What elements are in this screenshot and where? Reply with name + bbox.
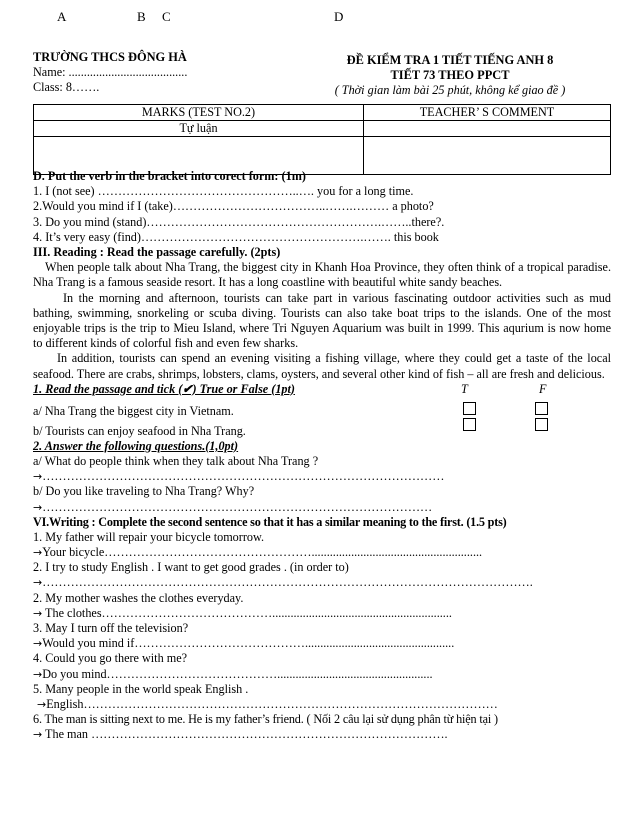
test-title: ĐỀ KIỂM TRA 1 TIẾT TIẾNG ANH 8 (346, 53, 554, 67)
question-b: b/ Do you like traveling to Nha Trang? Why? (33, 484, 255, 499)
answer-a[interactable] (33, 469, 611, 484)
test-content (33, 169, 611, 743)
tf-item-b: b/ Tourists can enjoy seafood in Nha Trang. (33, 423, 246, 438)
writing-answer-4[interactable]: →Would you mind if……………………………………................................................. (33, 636, 455, 651)
tf-heading: 1. Read the passage and tick (✔) True or False (1pt) (33, 381, 295, 396)
comment-subtitle-cell (364, 121, 611, 137)
marks-header: MARKS (TEST NO.2) (34, 105, 364, 121)
part-d-heading: D. Put the verb in the bracket into corect form: (1m) (33, 169, 306, 183)
student-info (33, 50, 293, 96)
true-column-label: T (461, 381, 468, 396)
question-a: a/ What do people think when they talk about Nha Trang ? (33, 453, 319, 468)
writing-answer-7[interactable]: → The man ……………………………………………………………………………. (33, 727, 448, 742)
writing-answer-3[interactable]: → The clothes……………………………………........................................................... (33, 605, 452, 620)
arrow-icon: → (33, 728, 43, 742)
writing-prompt-3: 2. My mother washes the clothes everyday. (33, 590, 244, 605)
tf-row-b (33, 422, 611, 439)
writing-answer-6[interactable]: →English………………………………………………………………………………………… (37, 696, 498, 711)
arrow-icon: → (37, 697, 47, 711)
letter-d: D (334, 9, 344, 24)
letter-b: B (137, 9, 146, 24)
part-d-item-3: 3. Do you mind (stand)………………………………………………….……..there?. (33, 214, 445, 229)
arrow-icon: → (33, 500, 43, 514)
arrow-icon: → (33, 576, 43, 590)
writing-prompt-2: 2. I try to study English . I want to get good grades . (in order to) (33, 560, 349, 575)
time-note: ( Thời gian làm bài 25 phút, không kể giao đề ) (334, 83, 566, 98)
true-checkbox-a[interactable] (463, 402, 476, 415)
writing-prompt-4: 3. May I turn off the television? (33, 621, 189, 635)
reading-paragraph-2: In the morning and afternoon, tourists can take part in various fascinating outdoor activities such as mud bathing, swimming, snorkeling or scuba diving. Tourists can also take boat trips to the islands. One of the most enjoyable trips is the trip to Mieu Island, where Tri Nguyen Aquarium was built in 1999. This aqurium is now home to different kinds of colorful fish and even few sharks. (33, 290, 611, 351)
false-checkbox-a[interactable] (535, 402, 548, 415)
arrow-icon: → (33, 470, 43, 484)
arrow-icon: → (33, 606, 43, 620)
answer-a-dots: ……………………………………………………………………………………… (42, 469, 445, 484)
writing-answer-2[interactable]: →…………………………………………………………………………………………………………. (33, 575, 533, 590)
letter-a: A (57, 9, 67, 24)
writing-prompt-1: 1. My father will repair your bicycle tomorrow. (33, 529, 265, 544)
part-d-item-1: 1. I (not see) …………………………………………..…. you for a long time. (33, 184, 414, 199)
column-letters (0, 9, 638, 25)
class-field: Class: 8……. (33, 80, 100, 95)
comment-header: TEACHER’ S COMMENT (364, 105, 611, 121)
arrow-icon: → (33, 546, 43, 560)
true-checkbox-b[interactable] (463, 418, 476, 431)
tf-item-a: a/ Nha Trang the biggest city in Vietnam. (33, 403, 234, 418)
arrow-icon: → (33, 667, 43, 681)
marks-subtitle: Tự luận (34, 121, 364, 137)
school-name: TRƯỜNG THCS ĐÔNG HÀ (33, 50, 187, 64)
writing-prompt-7: 6. The man is sitting next to me. He is my father’s friend. ( Nối 2 câu lại sử dụng phân từ hiện tại ) (33, 712, 498, 727)
writing-prompt-5: 4. Could you go there with me? (33, 651, 188, 666)
marks-table (33, 104, 611, 175)
test-header (33, 50, 604, 105)
tf-row-a (33, 400, 611, 422)
questions-heading: 2. Answer the following questions.(1,0pt) (33, 438, 239, 453)
test-info (291, 50, 609, 99)
writing-prompt-6: 5. Many people in the world speak English . (33, 681, 249, 696)
part-d-item-2: 2.Would you mind if I (take)………………………………..…….……… a photo? (33, 199, 434, 214)
reading-paragraph-3: In addition, tourists can spend an evening visiting a fishing village, where they could get a taste of the local seafood. There are crabs, shrimps, lobsters, clams, oysters, and several other kind of fish – all are fresh and delicious. (33, 351, 611, 381)
arrow-icon: → (33, 637, 43, 651)
writing-answer-5[interactable]: →Do you mind……………………………………................................................... (33, 666, 433, 681)
false-checkbox-b[interactable] (535, 418, 548, 431)
false-column-label: F (539, 381, 547, 396)
reading-paragraph-1: When people talk about Nha Trang, the biggest city in Khanh Hoa Province, they often think of a tropical paradise. Nha Trang is a famous seaside resort. It has a long coastline with beautiful white sandy beaches. (33, 260, 611, 290)
writing-answer-1[interactable]: →Your bicycle……………………………………………........................................................ (33, 545, 483, 560)
answer-b[interactable] (33, 500, 611, 515)
writing-heading: VI.Writing : Complete the second sentence so that it has a similar meaning to the first. (1.5 pts) (33, 514, 507, 529)
reading-heading: III. Reading : Read the passage carefully. (2pts) (33, 244, 281, 259)
letter-c: C (162, 9, 171, 24)
part-d-item-4: 4. It’s very easy (find)……………………………………………….……. this book (33, 229, 439, 244)
name-field: Name: ....................................... (33, 65, 188, 80)
answer-b-dots: …………………………………………………………………………………… (42, 499, 433, 514)
lesson-label: TIẾT 73 THEO PPCT (390, 68, 510, 83)
